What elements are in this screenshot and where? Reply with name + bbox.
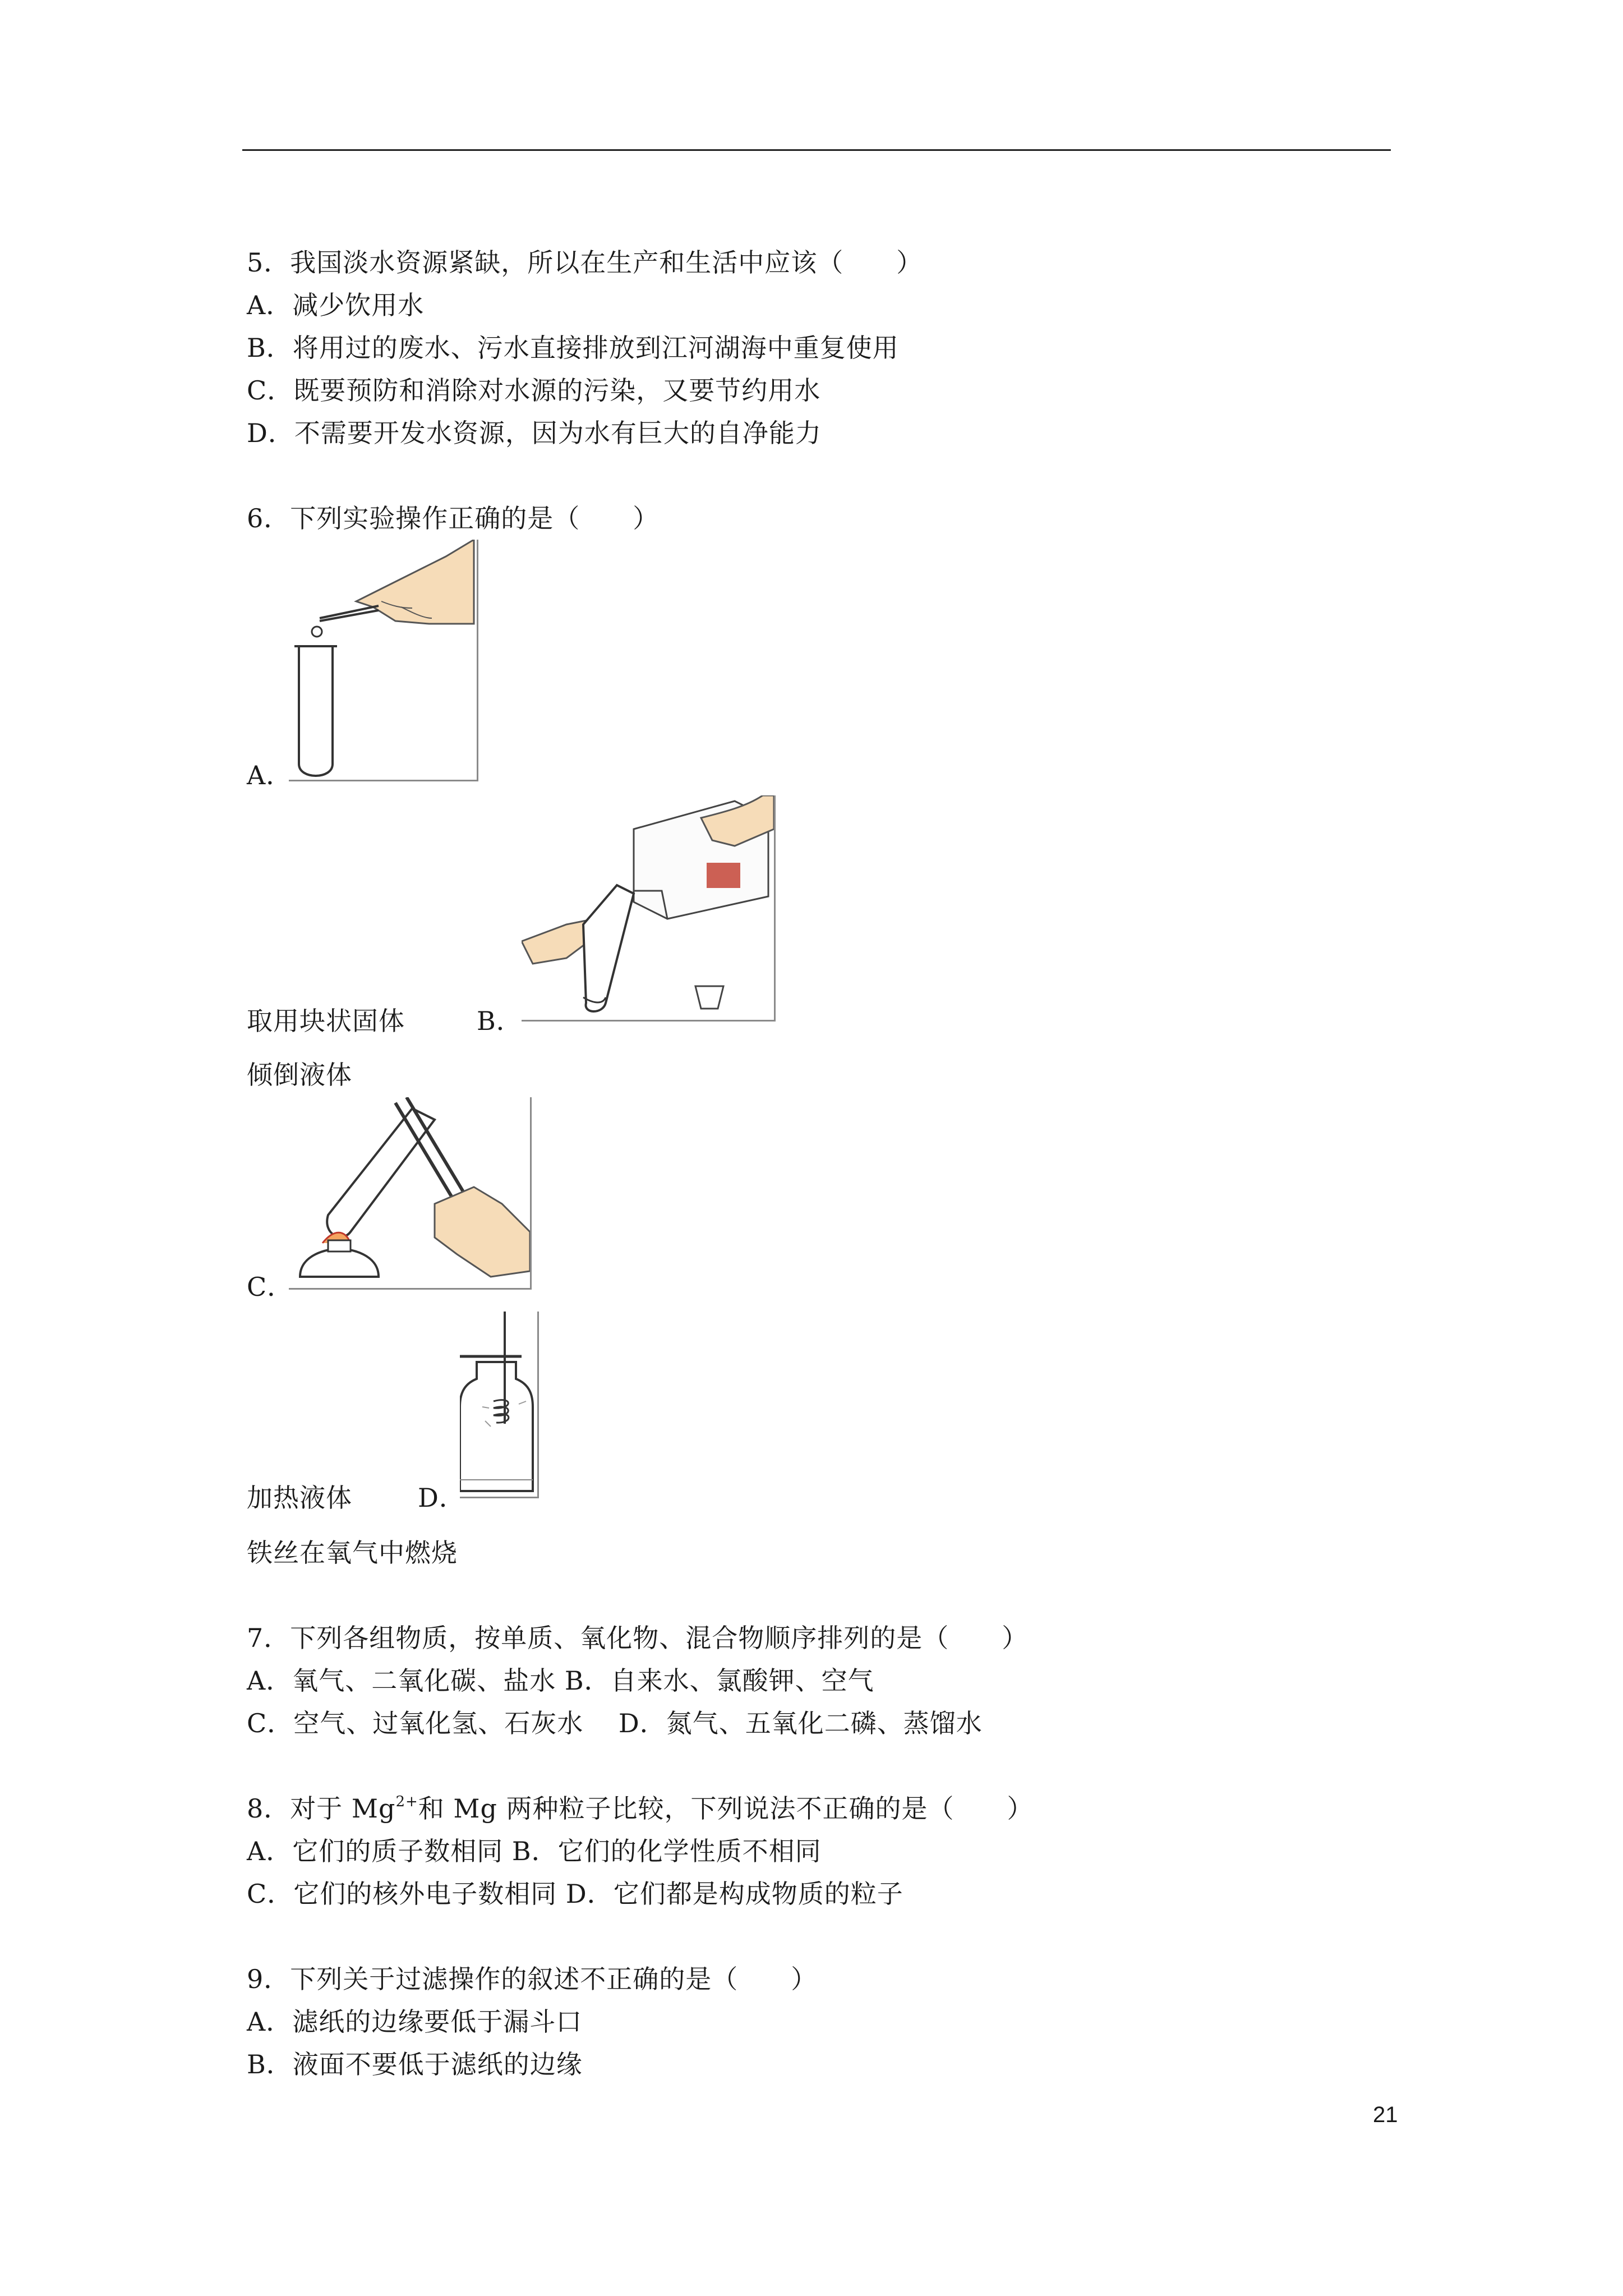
q9-option-b: B．液面不要低于滤纸的边缘 — [247, 2049, 583, 2079]
q8-stem-after: 和 Mg 两种粒子比较，下列说法不正确的是（ ） — [418, 1793, 1034, 1824]
q5-option-d: D．不需要开发水资源，因为水有巨大的自净能力 — [247, 418, 822, 448]
q7-options-line2: C．空气、过氧化氢、石灰水 D．氮气、五氧化二磷、蒸馏水 — [247, 1708, 983, 1738]
q6-caption-b: 倾倒液体 — [247, 1060, 352, 1090]
q5-option-a: A．减少饮用水 — [247, 290, 425, 320]
q8-options-line1: A．它们的质子数相同 B．它们的化学性质不相同 — [247, 1836, 822, 1866]
heating-test-tube-icon — [289, 1097, 530, 1288]
q7-options-line1: A．氧气、二氧化碳、盐水 B．自来水、氯酸钾、空气 — [247, 1665, 874, 1696]
iron-wire-oxygen-bottle-icon — [460, 1312, 537, 1497]
q6-caption-a: 取用块状固体 — [247, 1006, 405, 1036]
q8-options-line2: C．它们的核外电子数相同 D．它们都是构成物质的粒子 — [247, 1879, 903, 1909]
header-rule — [242, 149, 1391, 151]
q7-stem: 7．下列各组物质，按单质、氧化物、混合物顺序排列的是（ ） — [247, 1623, 1029, 1653]
q6-label-c: C． — [247, 1272, 294, 1302]
q8-stem-before: 8．对于 Mg — [247, 1793, 396, 1824]
hand-tweezers-test-tube-icon — [289, 540, 477, 780]
page-number: 21 — [1373, 2102, 1398, 2127]
q6-stem: 6．下列实验操作正确的是（ ） — [247, 503, 660, 533]
figure-a-tweezers — [289, 540, 478, 781]
q9-option-a: A．滤纸的边缘要低于漏斗口 — [247, 2007, 583, 2037]
q6-caption-c: 加热液体 — [247, 1483, 352, 1513]
q8-stem — [247, 1792, 1034, 1825]
q6-label-a: A． — [247, 760, 293, 790]
q6-label-d: D． — [418, 1483, 465, 1513]
q6-label-b: B． — [477, 1006, 523, 1036]
q5-option-c: C．既要预防和消除对水源的污染，又要节约用水 — [247, 375, 821, 406]
q5-stem: 5．我国淡水资源紧缺，所以在生产和生活中应该（ ） — [247, 247, 923, 278]
figure-d-iron-wire — [460, 1312, 539, 1498]
q5-option-b: B．将用过的废水、污水直接排放到江河湖海中重复使用 — [247, 333, 899, 363]
figure-c-heating — [289, 1097, 532, 1290]
figure-b-pouring — [522, 795, 776, 1022]
q8-stem-superscript: 2+ — [395, 1793, 418, 1810]
q9-stem: 9．下列关于过滤操作的叙述不正确的是（ ） — [247, 1964, 818, 1994]
pouring-liquid-icon — [522, 795, 774, 1020]
q6-caption-d: 铁丝在氧气中燃烧 — [247, 1538, 458, 1568]
